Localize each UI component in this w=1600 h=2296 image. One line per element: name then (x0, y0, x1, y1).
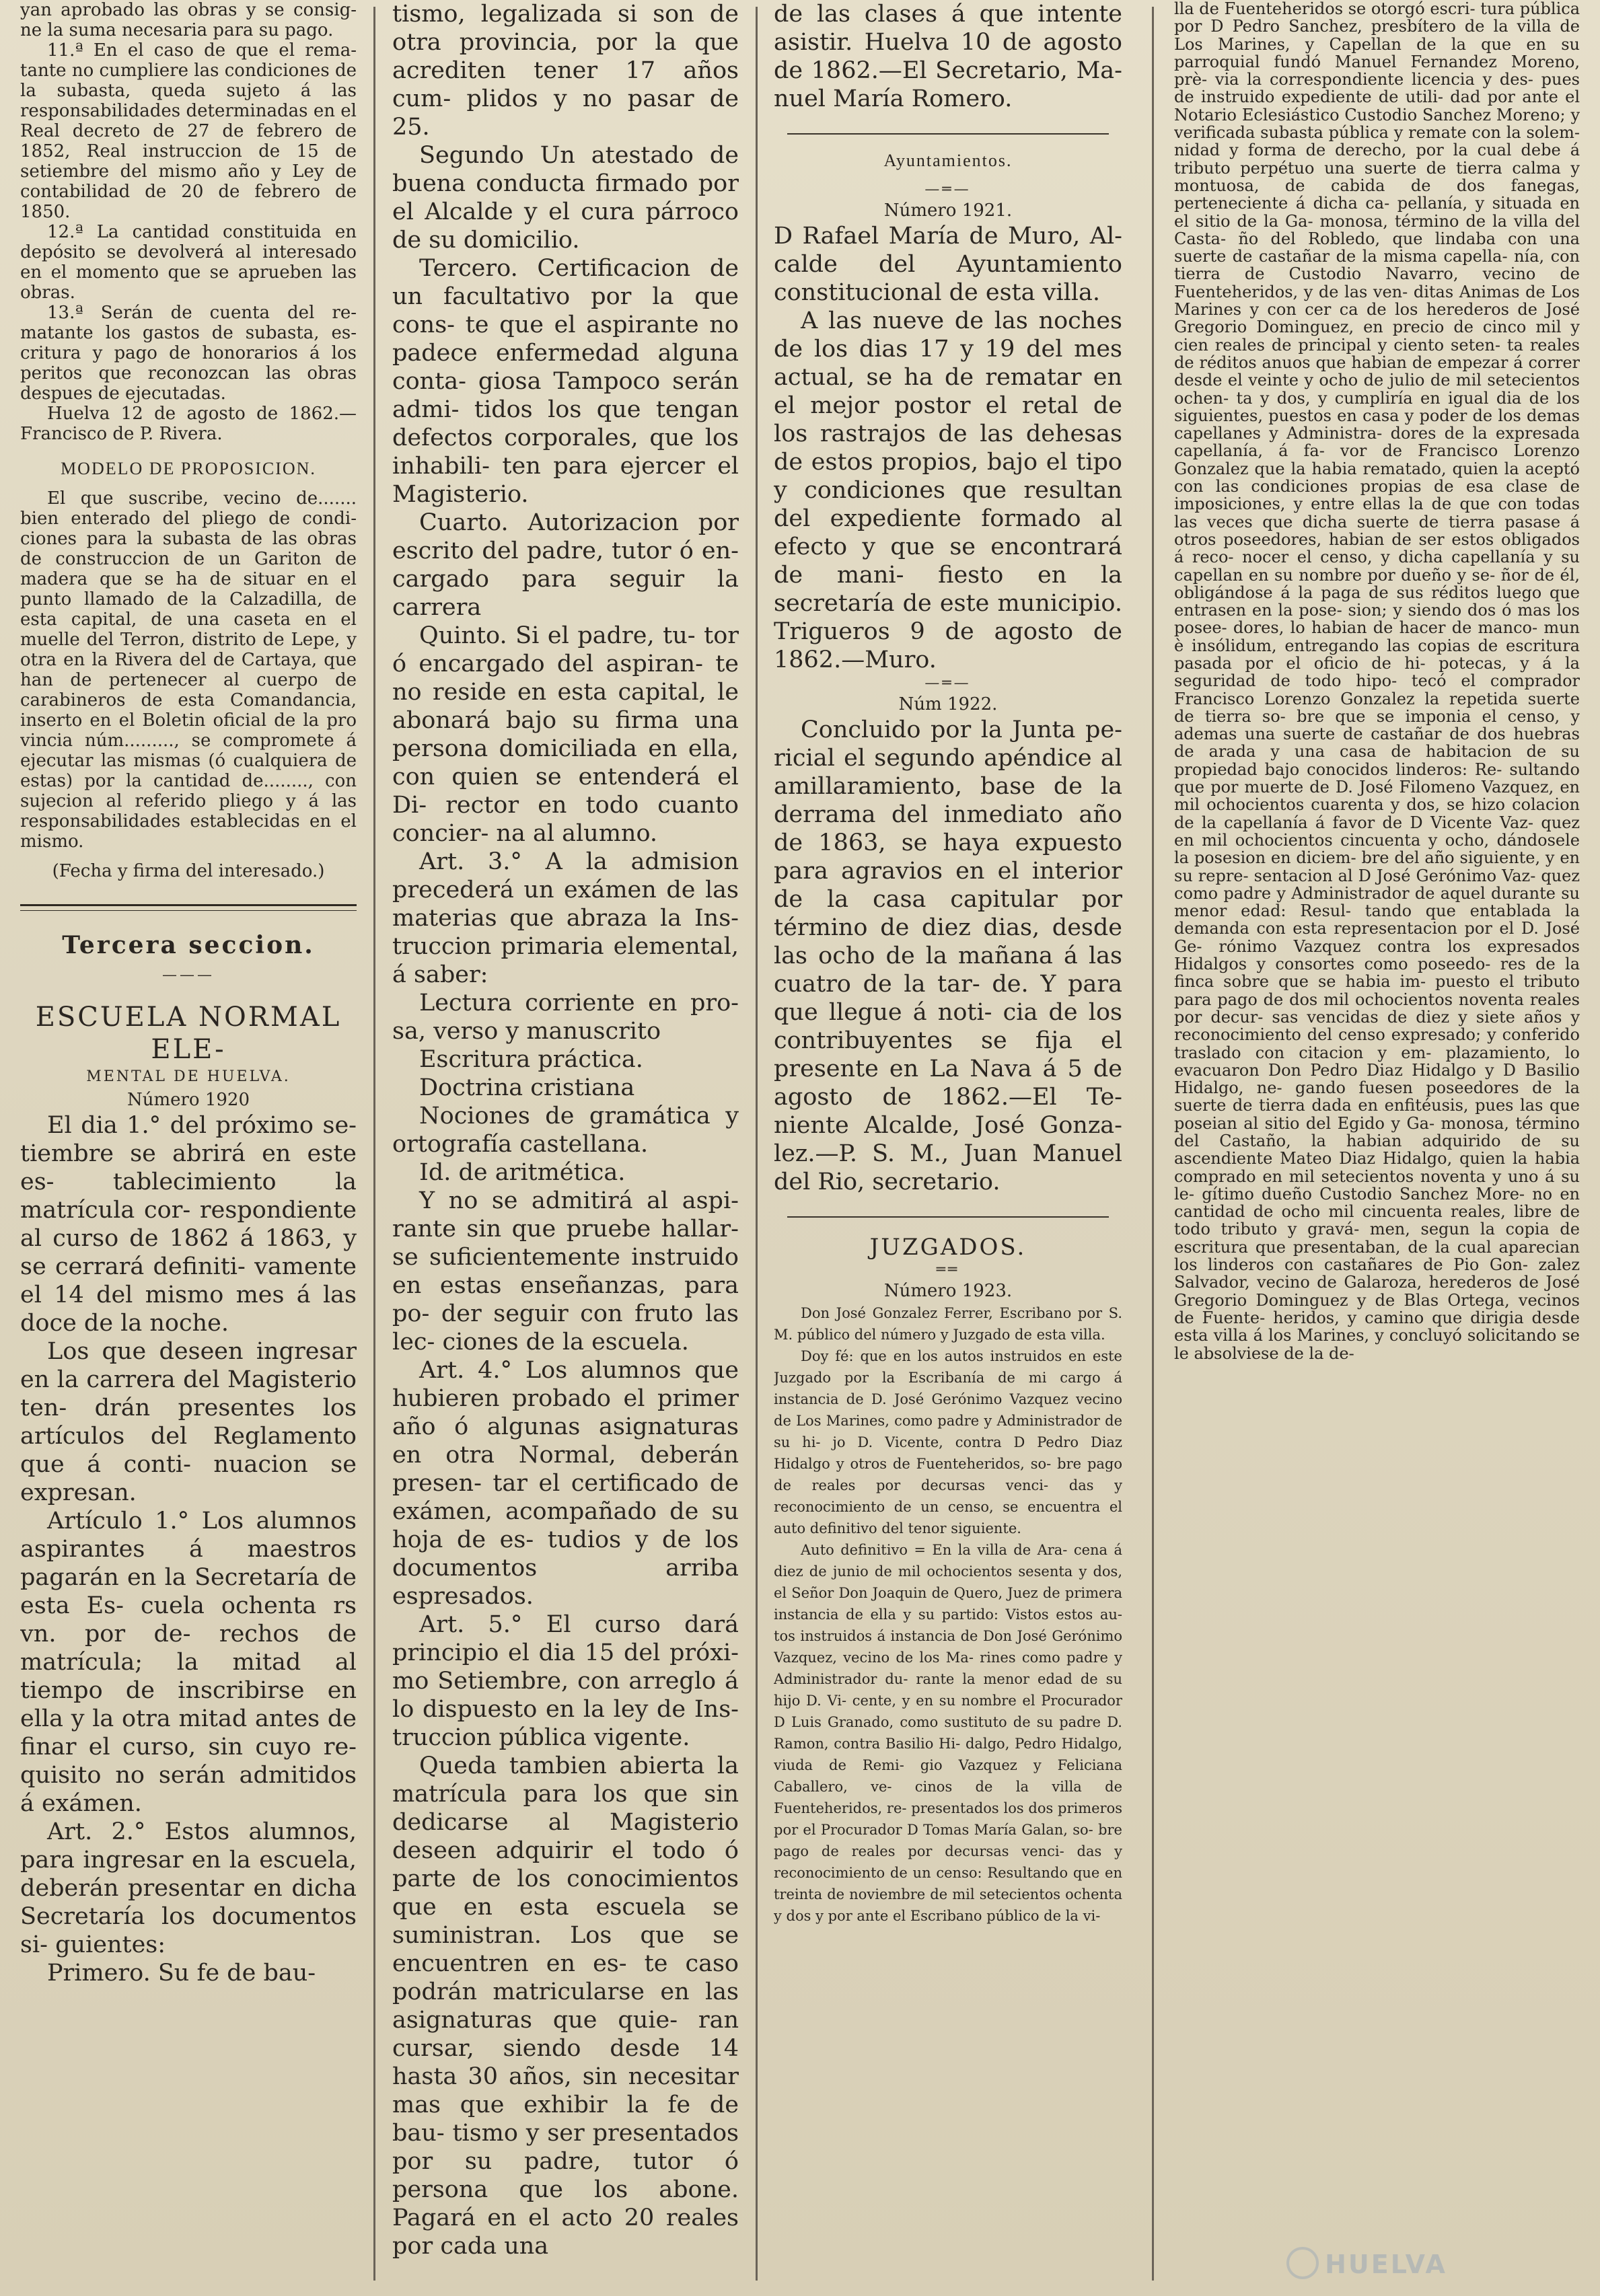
date-signature-note: (Fecha y firma del interesado.) (52, 861, 325, 881)
column-3 (774, 0, 1122, 2296)
article-3: Art. 3.° A la admision precederá un exámen de las materias que abraza la Ins- truccion primaria elemental, á saber: (392, 848, 739, 988)
paragraph: Y no se admitirá al aspi- rante sin que pruebe hallar- se suficientemente instruido en estas enseñanzas, para po- der seguir con fruto las lec- ciones de la escuela. (392, 1187, 739, 1356)
list-item: Doctrina cristiana (419, 1074, 635, 1101)
article-2: Art. 2.° Estos alumnos, para ingresar en la escuela, deberán presentar en dicha Secretaría los documentos si- guientes: (20, 1818, 357, 1958)
paragraph: lla de Fuenteheridos se otorgó escri- tura pública por D Pedro Sanchez, presbítero de la villa de Los Marines, y Capellan de la que en su parroquial fundó Manuel Fernandez Moreno, prè- via la correspondiente licencia y des- pues de instruido expediente de utili- dad por ante el Notario Eclesiástico Custodio Sanchez Moreno; y verificada subasta pública y remate con la solem- nidad y forma de derecho, por la cual debe á tributo perpétuo una suerte de tierra calma y montuosa, de cabida de dos fanegas, perteneciente á dicha ca- pellanía, y situada en el sitio de la Ga- monosa, término de la villa del Casta- ño del Robledo, que lindaba con una suerte de castañar de la misma capella- nía, con tierra de Custodio Navarro, vecino de Fuenteheridos, y de las ven- ditas Animas de Los Marines y con cer ca de los herederos de José Gregorio Dominguez, en precio de cinco mil y cien reales de principal y ciento seten- ta reales de réditos anuos que habian de empezar á correr desde el veinte y ocho de julio de mil setecientos ochen- ta y dos, y cumpliría en igual dia de los siguientes, puestos en casa y poder de los demas capellanes y Administra- dores de la expresada capellanía, á fa- vor de Francisco Lorenzo Gonzalez que la habia rematado, quien la aceptó con las condiciones propias de esa clase de imposiciones, y entre ellas la de que con todas las veces que dicha suerte de tierra pasase á otros poseedores, habian de ser estos obligados á reco- nocer el censo, y dicha capellanía y su capellan en su nombre por dueño y se- ñor de él, obligándose á la paga de sus réditos luego que entrasen en la pose- sion; y siendo dos ó mas los posee- dores, lo habian de hacer de manco- mun è insólidum, entregando las copias de escritura pasada por el oficio de hi- potecas, y á la seguridad de todo hipo- tecó el comprador Francisco Lorenzo Gonzalez la repetida suerte de tierra so- bre que se imponia el censo, y ademas una suerte de castañar de dos huebras de arada y una casa de habitacion de su propiedad bajo conocidos linderos: Re- sultando que por muerte de D. José Filomeno Vazquez, en mil ochocientos cuarenta y dos, se hizo colacion de la capellanía á favor de D Vicente Vaz- quez en mil ochocientos cincuenta y ocho, dándosele la posesion en diciem- bre del año siguiente, y en su repre- sentacion al D José Gerónimo Vaz- quez como padre y Administrador de aquel durante su menor edad: Resul- tando que entablada la demanda con esta representacion por el D. José Ge- rónimo Vazquez contra los expresados Hidalgos y consortes como poseedo- res de la finca sobre que se habia im- puesto el tributo para pago de dos mil ochocientos noventa reales por decur- sas vencidas de diez y siete años y reconocimiento del censo expresado; y conferido traslado con citacion y em- plazamiento, lo evacuaron Don Pedro Diaz Hidalgo y D Basilio Hidalgo, ne- gando fuesen poseedores de la suerte de tierra dada en enfitéusis, pues las que poseian al sitio del Egido y Ga- monosa, término del Castaño, la habian adquirido de su ascendiente Mateo Diaz Hidalgo, quien la habia comprado en mil setecientos noventa y uno á su le- gítimo dueño Custodio Sanchez More- no en cantidad de ocho mil cincuenta reales, libre de todo tributo y gravá- men, segun la copia de escritura que presentaban, de la cual aparecian los linderos con castañares de Pio Gon- zalez Salvador, vecino de Galaroza, herederos de José Gregorio Dominguez y de Blas Ortega, vecinos de Fuente- heridos, y camino que dirigia desde esta villa á los Marines, y concluyó solicitando se le absolviese de la de- (1174, 0, 1580, 1363)
ornament-dash: —═— (924, 675, 972, 692)
column-rule (373, 7, 375, 2281)
watermark: HUELVA (1325, 2250, 1447, 2279)
paragraph: Queda tambien abierta la matrícula para los que sin dedicarse al Magisterio deseen adquirir el todo ó parte de los conocimientos que en esta escuela se suministran. Los que se encuentren en es- te caso podrán matricularse en las asignaturas que quie- ran cursar, siendo desde 14 hasta 30 años, sin necesitar mas que exhibir la fe de bau- tismo y ser presentados por su padre, tutor ó persona que los abone. Pagará en el acto 20 reales por cada una (392, 1752, 739, 2260)
section-divider (787, 133, 1109, 135)
ornament-dash: —═— (924, 181, 972, 198)
notice-number: Número 1923. (883, 1281, 1013, 1301)
list-item: Nociones de gramática y ortografía castellana. (392, 1103, 739, 1158)
column-rule (756, 7, 758, 2281)
article-title: ESCUELA NORMAL ELE- (35, 1002, 342, 1065)
list-item: Id. de aritmética. (419, 1159, 626, 1186)
column-rule (1152, 7, 1154, 2281)
paragraph: tismo, legalizada si son de otra provincia, por la que acrediten tener 17 años cum- plidos y no pasar de 25. (392, 1, 739, 141)
signature: Huelva 12 de agosto de 1862.— Francisco de P. Rivera. (20, 404, 357, 444)
paragraph: A las nueve de las noches de los dias 17 y 19 del mes actual, se ha de rematar en el mejor postor el retal de los rastrajos de las dehesas de estos propios, bajo el tipo y condiciones que resultan del expediente formado al efecto y que se encontrará de mani- fiesto en la secretaría de este municipio. Trigueros 9 de agosto de 1862.—Muro. (774, 307, 1122, 673)
paragraph: Cuarto. Autorizacion por escrito del padre, tutor ó en- cargado para seguir la carrera (392, 509, 739, 621)
section-title: Tercera seccion. (62, 931, 315, 959)
article-4: Art. 4.° Los alumnos que hubieren probado el primer año ó algunas asignaturas en otra Normal, deberán presen- tar el certificado de exámen, acompañado de su hoja de es- tudios y de los documentos arriba espresados. (392, 1357, 739, 1610)
list-item: Escritura práctica. (419, 1046, 643, 1073)
section-heading: Ayuntamientos. (883, 151, 1013, 170)
watermark-logo-icon (1286, 2247, 1319, 2279)
paragraph: Don José Gonzalez Ferrer, Escribano por S. M. público del número y Juzgado de esta villa. (774, 1305, 1122, 1343)
article-subtitle: MENTAL DE HUELVA. (86, 1068, 291, 1085)
article-1: Artículo 1.° Los alumnos aspirantes á maestros pagarán en la Secretaría de esta Es- cuela ochenta rs vn. por de- rechos de matrícula; la mitad al tiempo de inscribirse en ella y la otra mitad antes de finar el curso, sin cuyo re- quisito no serán admitidos á exámen. (20, 1508, 357, 1817)
article-12: 12.ª La cantidad constituida en depósito se devolverá al interesado en el momento que se aprueben las obras. (20, 222, 357, 303)
section-heading: JUZGADOS. (869, 1234, 1027, 1261)
notice-number: Número 1920 (126, 1090, 250, 1110)
paragraph: El que suscribe, vecino de....... bien enterado del pliego de condi- ciones para la subasta de las obras de construccion de un Gariton de madera que se ha de situar en el punto llamado de la Calzadilla, de esta capital, de una caseta en el muelle del Terron, distrito de Lepe, y otra en la Rivera del de Cartaya, que han de pertenecer al cuerpo de carabineros de esta Comandancia, inserto en el Boletin oficial de la pro vincia núm........., se compromete á ejecutar las mismas (ó cualquiera de estas) por la cantidad de........, con sujecion al referido pliego y á las responsabilidades establecidas en el mismo. (20, 488, 357, 852)
ornament-dash: ══ (936, 1261, 960, 1278)
section-divider (20, 904, 357, 911)
paragraph: Primero. Su fe de bau- (47, 1960, 316, 1987)
paragraph: El dia 1.° del próximo se- tiembre se abrirá en este es- tablecimiento la matrícula cor- respondiente al curso de 1862 á 1863, y se cerrará definiti- vamente el 14 del mismo mes á las doce de la noche. (20, 1112, 357, 1337)
section-heading: MODELO DE PROPOSICION. (61, 459, 316, 478)
notice-number: Núm 1922. (898, 694, 998, 714)
notice-number: Número 1921. (883, 200, 1013, 221)
article-5: Art. 5.° El curso dará principio el dia 15 del próxi- mo Setiembre, con arreglo á lo dispuesto en la ley de Ins- truccion pública vigente. (392, 1611, 739, 1751)
paragraph: Auto definitivo = En la villa de Ara- cena á diez de junio de mil ochocientos sesenta y dos, el Señor Don Joaquin de Quero, Juez de primera instancia de ella y su partido: Vistos estos au- tos instruidos á instancia de Don José Gerónimo Vazquez, vecino de los Ma- rines como padre y Administrador du- rante la menor edad de su hijo D. Vi- cente, y en su nombre el Procurador D Luis Granado, como sustituto de su padre D. Ramon, contra Basilio Hi- dalgo, Pedro Hidalgo, viuda de Remi- gio Vazquez y Feliciana Caballero, ve- cinos de la villa de Fuenteheridos, re- presentados los dos primeros por el Procurador D Tomas María Galan, so- bre pago de reales por decursas venci- das y reconocimiento de un censo: Resultando que en treinta de noviembre de mil setecientos ochenta y dos y por ante el Escribano público de la vi- (774, 1542, 1122, 1924)
column-4 (1174, 0, 1580, 2296)
column-1 (20, 0, 357, 2296)
ornament-dash: ——— (162, 967, 215, 984)
list-item: Lectura corriente en pro- sa, verso y manuscrito (392, 990, 739, 1045)
column-2 (392, 0, 739, 2296)
paragraph: yan aprobado las obras y se consig- ne la suma necesaria para su pago. (20, 0, 357, 40)
paragraph: Los que deseen ingresar en la carrera del Magisterio ten- drán presentes los artículos del Reglamento que á conti- nuacion se expresan. (20, 1338, 357, 1506)
article-11: 11.ª En el caso de que el rema- tante no cumpliere las condiciones de la subasta, queda sujeto á las responsabilidades determinadas en el Real decreto de 27 de febrero de 1852, Real instruccion de 15 de setiembre del mismo año y Ley de contabilidad de 20 de febrero de 1850. (20, 40, 357, 222)
section-divider (787, 1216, 1109, 1218)
paragraph: D Rafael María de Muro, Al- calde del Ayuntamiento constitucional de esta villa. (774, 223, 1122, 306)
paragraph: Tercero. Certificacion de un facultativo por la que cons- te que el aspirante no padece enfermedad alguna conta- giosa Tampoco serán admi- tidos los que tengan defectos corporales, que los inhabili- ten para ejercer el Magisterio. (392, 255, 739, 508)
paragraph: Concluido por la Junta pe- ricial el segundo apéndice al amillaramiento, base de la derrama del inmediato año de 1863, se haya expuesto para agravios en el interior de la casa capitular por término de diez dias, desde las ocho de la mañana á las cuatro de la tar- de. Y para que llegue á noti- cia de los contribuyentes se fija el presente en La Nava á 5 de agosto de 1862.—El Te- niente Alcalde, José Gonza- lez.—P. S. M., Juan Manuel del Rio, secretario. (774, 716, 1122, 1195)
paragraph: Segundo Un atestado de buena conducta firmado por el Alcalde y el cura párroco de su domicilio. (392, 142, 739, 254)
article-13: 13.ª Serán de cuenta del re- matante los gastos de subasta, es- critura y pago de honorarios á los peritos que reconozcan las obras despues de ejecutadas. (20, 303, 357, 404)
paragraph: Quinto. Si el padre, tu- tor ó encargado del aspiran- te no reside en esta capital, le abonará bajo su firma una persona domiciliada en ella, con quien se entenderá el Di- rector en todo cuanto concier- na al alumno. (392, 622, 739, 847)
paragraph: de las clases á que intente asistir. Huelva 10 de agosto de 1862.—El Secretario, Ma- nuel María Romero. (774, 1, 1122, 112)
paragraph: Doy fé: que en los autos instruidos en este Juzgado por la Escribanía de mi cargo á instancia de D. José Gerónimo Vazquez vecino de Los Marines, como padre y Administrador de su hi- jo D. Vicente, contra D Pedro Diaz Hidalgo y otros de Fuenteheridos, so- bre pago de reales por decursas venci- das y reconocimiento de un censo, se encuentra el auto definitivo del tenor siguiente. (774, 1348, 1122, 1536)
